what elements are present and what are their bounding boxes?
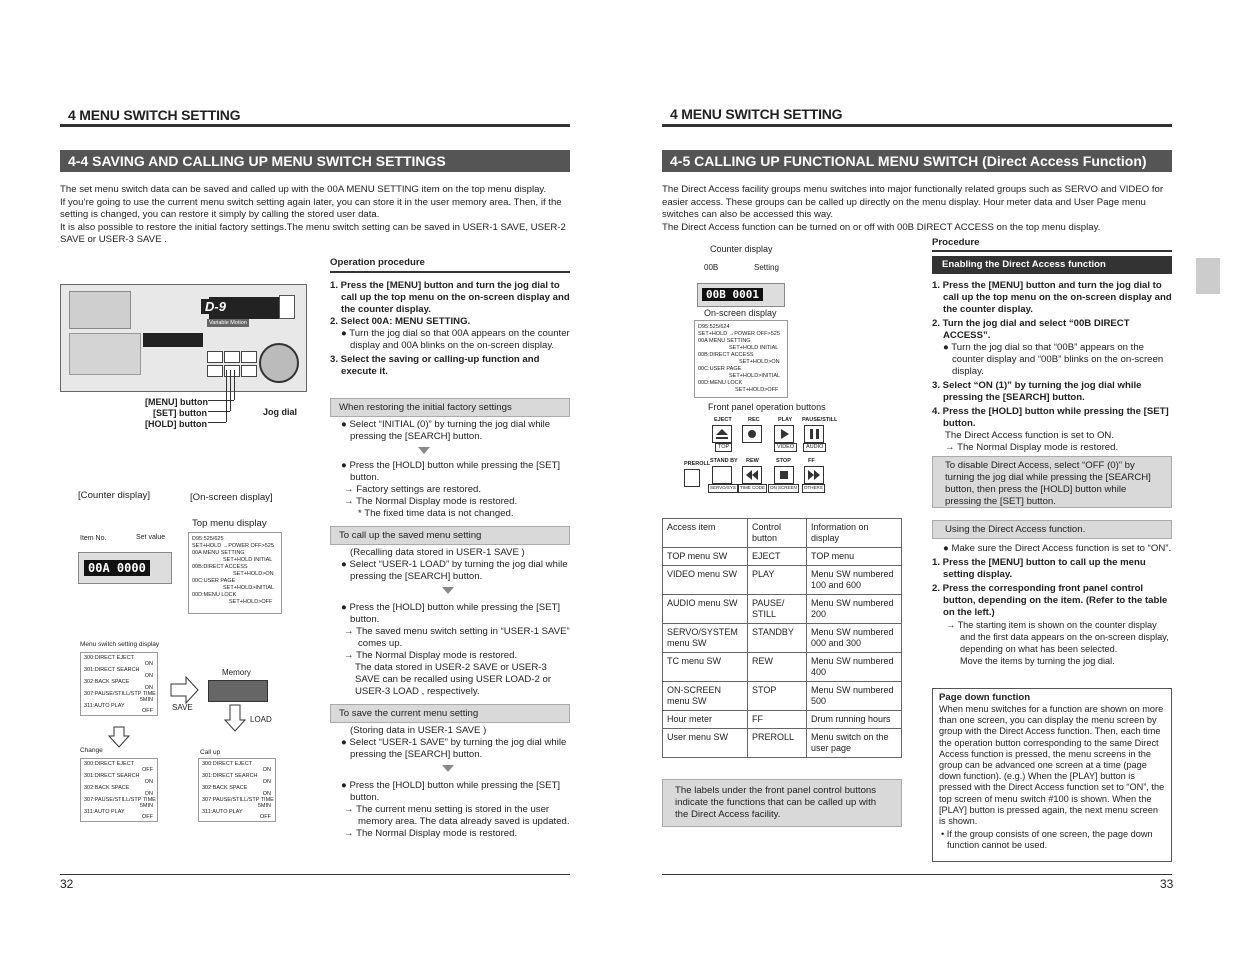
item-no-label: Item No. (80, 535, 107, 542)
change-arrow-icon (108, 726, 130, 748)
box-save-current-body: (Storing data in USER-1 SAVE ) ● Select “USER-1 SAVE” by turning the jog dial while pressing the [SEARCH] button. ● Press the [HOLD] button while pressing the [SET] button. → The current menu setting is stored in the user memory area. The data already saved is updated. → The Normal Display mode is restored. (341, 725, 570, 839)
table-header-row: Access item Control button Information on display (663, 519, 902, 548)
left-step-1: 1. Press the [MENU] button and turn the jog dial to call up the top menu on the on-screen display and the counter display. (330, 280, 570, 315)
right-procedure: 1. Press the [MENU] button and turn the jog dial to call up the top menu on the on-screen display and the counter display. 2. Turn the jog dial and select “00B DIRECT ACCESS”. ● Turn the jog dial so that “00B” appears on the counter display and “00B” blinks on the on-screen display. 3. Select “ON (1)” by turning the jog dial while pressing the [SEARCH] button. 4. Press the [HOLD] button while pressing the [SET] button. The Direct Access function is set to ON. → The Normal Display mode is restored. (932, 280, 1172, 453)
access-table (662, 518, 902, 758)
save-arrow-icon (170, 676, 200, 704)
play-button-icon (774, 425, 794, 443)
ff-button-icon (804, 466, 824, 484)
enabling-bar: Enabling the Direct Access function (932, 256, 1172, 274)
disable-note-box: To disable Direct Access, select “OFF (0)” by turning the jog dial while pressing the [SEARCH] button, then press the [HOLD] button while pressing the [SET] button. (932, 456, 1172, 508)
down-arrow-icon (442, 587, 454, 594)
left-step-2-bullet: ● Turn the jog dial so that 00A appears on the counter display and 00A blinks on the on-screen display. (341, 328, 570, 351)
flow-title: Menu switch setting display (80, 641, 160, 648)
right-header: 4 MENU SWITCH SETTING (670, 106, 843, 122)
labels-note-box: The labels under the front panel control buttons indicate the functions that can be called up with the Direct Access facility. (662, 779, 902, 827)
counter-display-label: [Counter display] (78, 490, 150, 501)
box-restore-initial: When restoring the initial factory settings (330, 398, 570, 417)
operation-procedure-title: Operation procedure (330, 257, 425, 268)
page-down-box: Page down function When menu switches for a function are shown on more than one screen, you can display the menu screen by group with the Direct Access function. Then, each time the operation button corresponding to the same Direct Access function is pressed, the menu screens in the group can be advanced one screen at a time (page down function). (e.g.) When the [PLAY] button is pressed with the Direct Access function set to “ON”, the top screen of menu switch #100 is shown. When the [PLAY] button is pressed again, the next menu screen is shown. • If the group consists of one screen, the page down function cannot be used. (932, 688, 1172, 862)
eject-button-icon (712, 425, 732, 443)
left-step-2: 2. Select 00A: MENU SETTING. (330, 316, 471, 327)
front-panel-buttons: EJECT REC PLAY PAUSE/STILL TOP VIDEO AUDIO PREROLL STAND BY REW STOP FF SERVO/SYS TIME CODE ON SCREEN OTHERS (682, 414, 832, 496)
label-setting: Setting (754, 263, 779, 272)
table-row: VIDEO menu SW PLAY Menu SW numbered 100 and 600 (663, 566, 902, 595)
down-arrow-icon (418, 447, 430, 454)
counter-lcd-right: 00B 0001 (702, 288, 763, 301)
table-row: Hour meter FF Drum running hours (663, 711, 902, 729)
menu-sheet-callup: 300:DIRECT EJECT ON 301:DIRECT SEARCH ON 302:BACK SPACE ON 307:PAUSE/STILL/STP TIME 5MIN 311:AUTO PLAY OFF (198, 758, 276, 822)
table-row: SERVO/SYSTEM menu SW STANDBY Menu SW numbered 000 and 300 (663, 624, 902, 653)
down-arrow-icon (442, 765, 454, 772)
using-steps: ● Make sure the Direct Access function is set to “ON”. 1. Press the [MENU] button to call up the menu setting display. 2. Press the corresponding front panel control button, depending on the item. (Refer to the table on the left.) → The starting item is shown on the counter display and the first data appears on the on-screen display, depending on what has been selected. Move the items by turning the jog dial. (932, 543, 1172, 666)
left-intro (60, 184, 570, 247)
left-intro-3: It is also possible to restore the initial factory settings.The menu switch setting can be saved in USER-1 SAVE, USER-2 SAVE or USER-3 SAVE . (60, 221, 566, 245)
right-page-number: 33 (1160, 877, 1174, 891)
table-row: User menu SW PREROLL Menu switch on the user page (663, 729, 902, 758)
onscreen-display-caption: On-screen display (704, 308, 777, 318)
right-section-title: 4-5 CALLING UP FUNCTIONAL MENU SWITCH (Direct Access Function) (662, 150, 1172, 172)
variable-motion-label: Variable Motion (209, 320, 247, 326)
set-value-label: Set value (136, 534, 166, 541)
top-menu-display-label: Top menu display (192, 518, 267, 529)
label-00b: 00B (704, 263, 719, 272)
vtr-front-panel (60, 284, 307, 392)
box-restore-body: ● Select “INITIAL (0)” by turning the jog dial while pressing the [SEARCH] button. ● Press the [HOLD] button while pressing the [SET] button. → Factory settings are restored. → The Normal Display mode is restored. * The fixed time data is not changed. (341, 419, 561, 519)
table-row: AUDIO menu SW PAUSE/ STILL Menu SW numbered 200 (663, 595, 902, 624)
preroll-button-icon (684, 469, 700, 487)
using-box: Using the Direct Access function. (932, 520, 1172, 539)
left-section-title: 4-4 SAVING AND CALLING UP MENU SWITCH SETTINGS (60, 150, 570, 172)
page-down-title: Page down function (939, 692, 1031, 703)
left-page-number: 32 (60, 877, 74, 891)
rec-button-icon (742, 425, 762, 443)
left-step-3: 3. Select the saving or calling-up function and execute it. (330, 354, 540, 377)
box-save-current: To save the current menu setting (330, 704, 570, 723)
stop-button-icon (774, 466, 794, 484)
save-label: SAVE (172, 703, 193, 712)
left-intro-1: The set menu switch data can be saved and called up with the 00A MENU SETTING item on the top menu display. (60, 184, 547, 195)
box-call-saved: To call up the saved menu setting (330, 526, 570, 545)
memory-box (208, 680, 268, 702)
top-menu-onscreen-left: D95:525/625 SET+HOLD →POWER OFF>525 00A MENU SETTING SET+HOLD INITIAL 00B:DIRECT ACCESS SET+HOLD>ON 00C:USER PAGE SET+HOLD>INITIAL 00D:MENU LOCK SET+HOLD>OFF (188, 532, 282, 614)
menu-button-label: [MENU] button (145, 397, 208, 407)
page-tab-marker (1196, 258, 1220, 294)
left-header-rule (60, 124, 570, 127)
onscreen-display-label: [On-screen display] (190, 492, 273, 503)
right-header-rule (662, 124, 1172, 127)
table-row: TOP menu SW EJECT TOP menu (663, 548, 902, 566)
load-arrow-icon (224, 704, 246, 732)
hold-button-label: [HOLD] button (145, 419, 207, 429)
menu-sheet-change: 300:DIRECT EJECT OFF 301:DIRECT SEARCH ON 302:BACK SPACE ON 307:PAUSE/STILL/STP TIME 5MIN 311:AUTO PLAY OFF (80, 758, 158, 822)
standby-button-icon (712, 466, 732, 484)
top-menu-onscreen-right: D95:525/624 SET+HOLD →POWER OFF>525 00A MENU SETTING SET+HOLD INITIAL 00B:DIRECT ACCESS SET+HOLD>ON 00C:USER PAGE SET+HOLD>INITIAL 00D:MENU LOCK SET+HOLD>OFF (694, 320, 788, 398)
counter-lcd-left: 00A 0000 (84, 560, 150, 576)
left-procedure (330, 280, 570, 378)
front-panel-caption: Front panel operation buttons (708, 402, 826, 412)
jog-dial-icon (259, 343, 299, 383)
left-header: 4 MENU SWITCH SETTING (68, 107, 241, 123)
jog-dial-label: Jog dial (263, 407, 298, 417)
right-intro: The Direct Access facility groups menu switches into major functionally related groups such as SERVO and VIDEO for easier access. These groups can be called up directly on the menu display. Hour meter data and User Page menu switches can also be accessed this way. The Direct Access function can be turned on or off with 00B DIRECT ACCESS on the top menu display. (662, 184, 1164, 233)
set-button-label: [SET] button (153, 408, 207, 418)
d9-logo: D-9 (201, 299, 230, 314)
pause-button-icon (804, 425, 824, 443)
rew-button-icon (742, 466, 762, 484)
table-row: ON-SCREEN menu SW STOP Menu SW numbered 500 (663, 682, 902, 711)
change-label: Change (80, 747, 103, 754)
left-intro-2: If you’re going to use the current menu switch setting again later, you can store it in the user memory area. Then, if the setting is changed, you can restore it simply by calling the stored user data. (60, 196, 562, 220)
preroll-label: PREROLL (684, 461, 711, 467)
menu-sheet-top: 300:DIRECT EJECT ON 301:DIRECT SEARCH ON 302:BACK SPACE ON 307:PAUSE/STILL/STP TIME 5MIN 311:AUTO PLAY OFF (80, 652, 158, 716)
table-row: TC menu SW REW Menu SW numbered 400 (663, 653, 902, 682)
load-label: LOAD (250, 715, 272, 724)
call-up-label: Call up (200, 749, 221, 756)
memory-label: Memory (222, 668, 251, 677)
procedure-title: Procedure (932, 237, 980, 248)
counter-display-caption: Counter display (710, 244, 773, 254)
box-call-saved-body: (Recalling data stored in USER-1 SAVE ) ● Select “USER-1 LOAD” by turning the jog dial while pressing the [SEARCH] button. ● Press the [HOLD] button while pressing the [SET] button. → The saved menu switch setting in “USER-1 SAVE” comes up. → The Normal Display mode is restored. The data stored in USER-2 SAVE or USER-3 SAVE can be recalled using USER LOAD-2 or USER-3 LOAD , respectively. (341, 547, 570, 697)
